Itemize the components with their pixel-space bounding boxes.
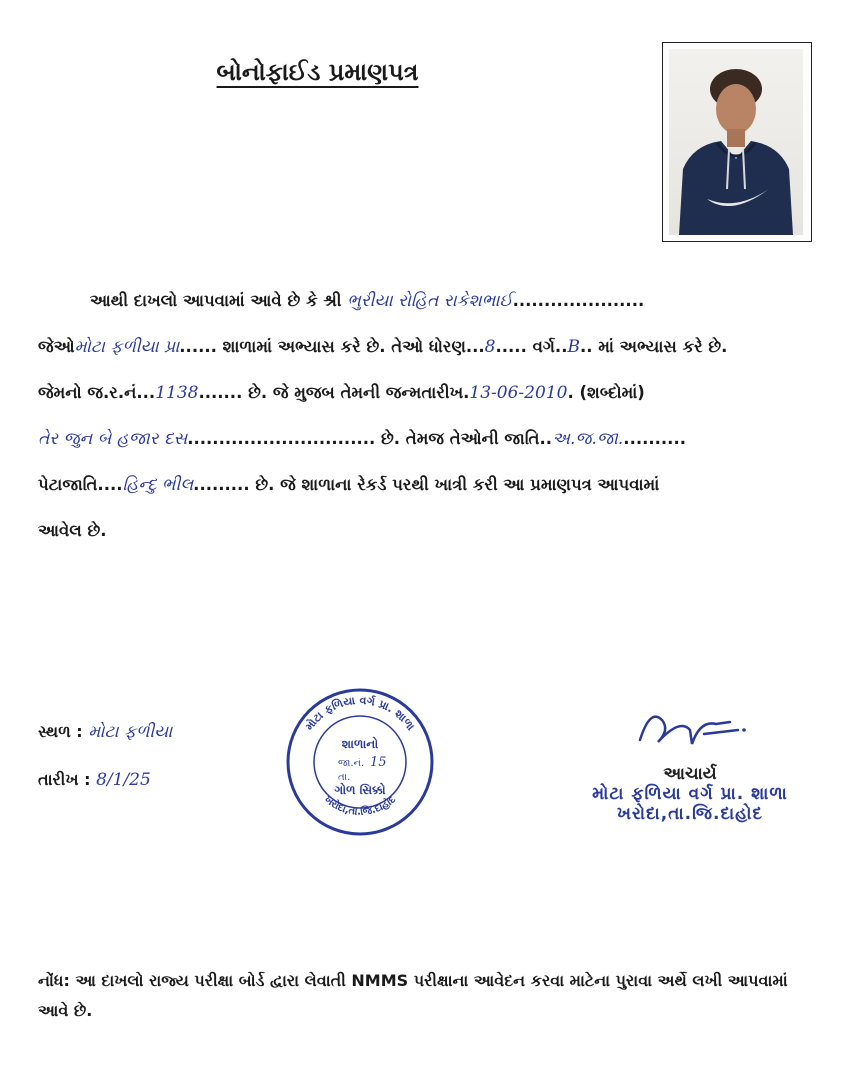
place-value: મોટા ફળીયા xyxy=(88,722,173,742)
body-line-1: આથી દાખલો આપવામાં આવે છે કે શ્રી ભુરીયા રોહિત રાકેશભાઈ..................... xyxy=(89,291,645,311)
line3-suffix: (શબ્દોમાં) xyxy=(579,383,645,402)
student-name-value: ભુરીયા રોહિત રાકેશભાઈ xyxy=(347,291,513,311)
line3-mid: છે. જે મુજબ તેમની જન્મતારીખ xyxy=(248,383,464,402)
line5-suffix: છે. જે શાળાના રેકર્ડ પરથી ખાત્રી કરી આ પ્રમાણપત્ર આપવામાં xyxy=(255,475,660,494)
student-photo xyxy=(662,42,812,242)
body-line-2: જેઓમોટા ફળીયા પ્રા...... શાળામાં અભ્યાસ કરે છે. તેઓ ધોરણ...8..... વર્ગ..B.. માં અભ્યાસ કરે છે. xyxy=(38,337,728,357)
svg-text:ખરોદા,તા.જિ.દાહોદ xyxy=(322,794,398,818)
handwritten-signature xyxy=(620,700,760,756)
subcaste-value: હિન્દુ ભીલ xyxy=(122,475,194,495)
line2-suffix: માં અભ્યાસ કરે છે. xyxy=(598,337,728,356)
line2-prefix: જેઓ xyxy=(38,337,75,356)
line6: આવેલ છે. xyxy=(38,521,107,540)
place-row xyxy=(38,722,172,742)
line3-prefix: જેમનો જ.ર.નં. xyxy=(38,383,143,402)
standard-value: 8 xyxy=(484,337,496,357)
body-line-3: જેમનો જ.ર.નં...1138....... છે. જે મુજબ તેમની જન્મતારીખ.13-06-2010. (શબ્દોમાં) xyxy=(38,383,645,403)
seal-center-label: શાળાનો xyxy=(341,737,379,751)
date-label: તારીખ : xyxy=(38,770,91,789)
line1-prefix: આથી દાખલો આપવામાં આવે છે કે શ્રી xyxy=(89,291,342,310)
seal-bottom-text: ખરોદા,તા.જિ.દાહોદ xyxy=(321,794,399,819)
body-line-5: પેટાજાતિ....હિન્દુ ભીલ......... છે. જે શાળાના રેકર્ડ પરથી ખાત્રી કરી આ પ્રમાણપત્ર આપવામાં xyxy=(38,475,660,495)
school-name-value: મોટા ફળીયા પ્રા xyxy=(74,337,180,357)
place-label: સ્થળ : xyxy=(38,722,83,741)
line4-mid: છે. તેમજ તેઓની જાતિ xyxy=(381,429,540,448)
document-title: બોનોફાઈડ પ્રમાણપત્ર xyxy=(216,58,419,86)
body-line-4: તેર જુન બે હજાર દસ.............................. છે. તેમજ તેઓની જાતિ..અ.જ.જા........... xyxy=(38,429,686,449)
signature-block xyxy=(560,700,820,824)
svg-text:મોટા ફળિયા વર્ગ પ્રા. શાળા xyxy=(302,693,418,733)
seal-footer-label: ગોળ સિક્કો xyxy=(334,783,386,797)
student-portrait-image xyxy=(669,49,803,235)
seal-arc-text: મોટા ફળિયા વર્ગ પ્રા. શાળા xyxy=(302,693,418,733)
principal-title: આચાર્ય xyxy=(663,764,717,784)
date-row xyxy=(38,770,151,790)
school-seal xyxy=(280,682,440,842)
date-value: 8/1/25 xyxy=(96,770,151,790)
caste-value: અ.જ.જા. xyxy=(552,429,624,449)
division-value: B xyxy=(567,337,580,357)
footer-note: નોંધ: આ દાખલો રાજ્ય પરીક્ષા બોર્ડ દ્વારા લેવાતી NMMS પરીક્ષાના આવેદન કરવા માટેના પુરાવા અર્થે લખી આપવામાં આવે છે. xyxy=(38,971,788,1020)
line5-prefix: પેટાજાતિ xyxy=(38,475,98,494)
line2-mid2: વર્ગ xyxy=(532,337,555,356)
signature-address-line: ખરોદા,તા.જિ.દાહોદ xyxy=(617,804,763,824)
certificate-body xyxy=(38,278,808,553)
seal-jn-label: જા.નં. xyxy=(338,758,365,769)
seal-date-label: તા. xyxy=(338,772,351,783)
body-line-6 xyxy=(38,508,808,553)
birth-date-value: 13-06-2010 xyxy=(469,383,568,403)
seal-jn-value: 15 xyxy=(370,755,387,770)
signature-school-line: મોટા ફળિયા વર્ગ પ્રા. શાળા xyxy=(592,784,788,804)
line2-mid: શાળામાં અભ્યાસ કરે છે. તેઓ ધોરણ xyxy=(222,337,466,356)
register-no-value: 1138 xyxy=(155,383,199,403)
birth-date-words-value: તેર જુન બે હજાર દસ xyxy=(38,429,188,449)
